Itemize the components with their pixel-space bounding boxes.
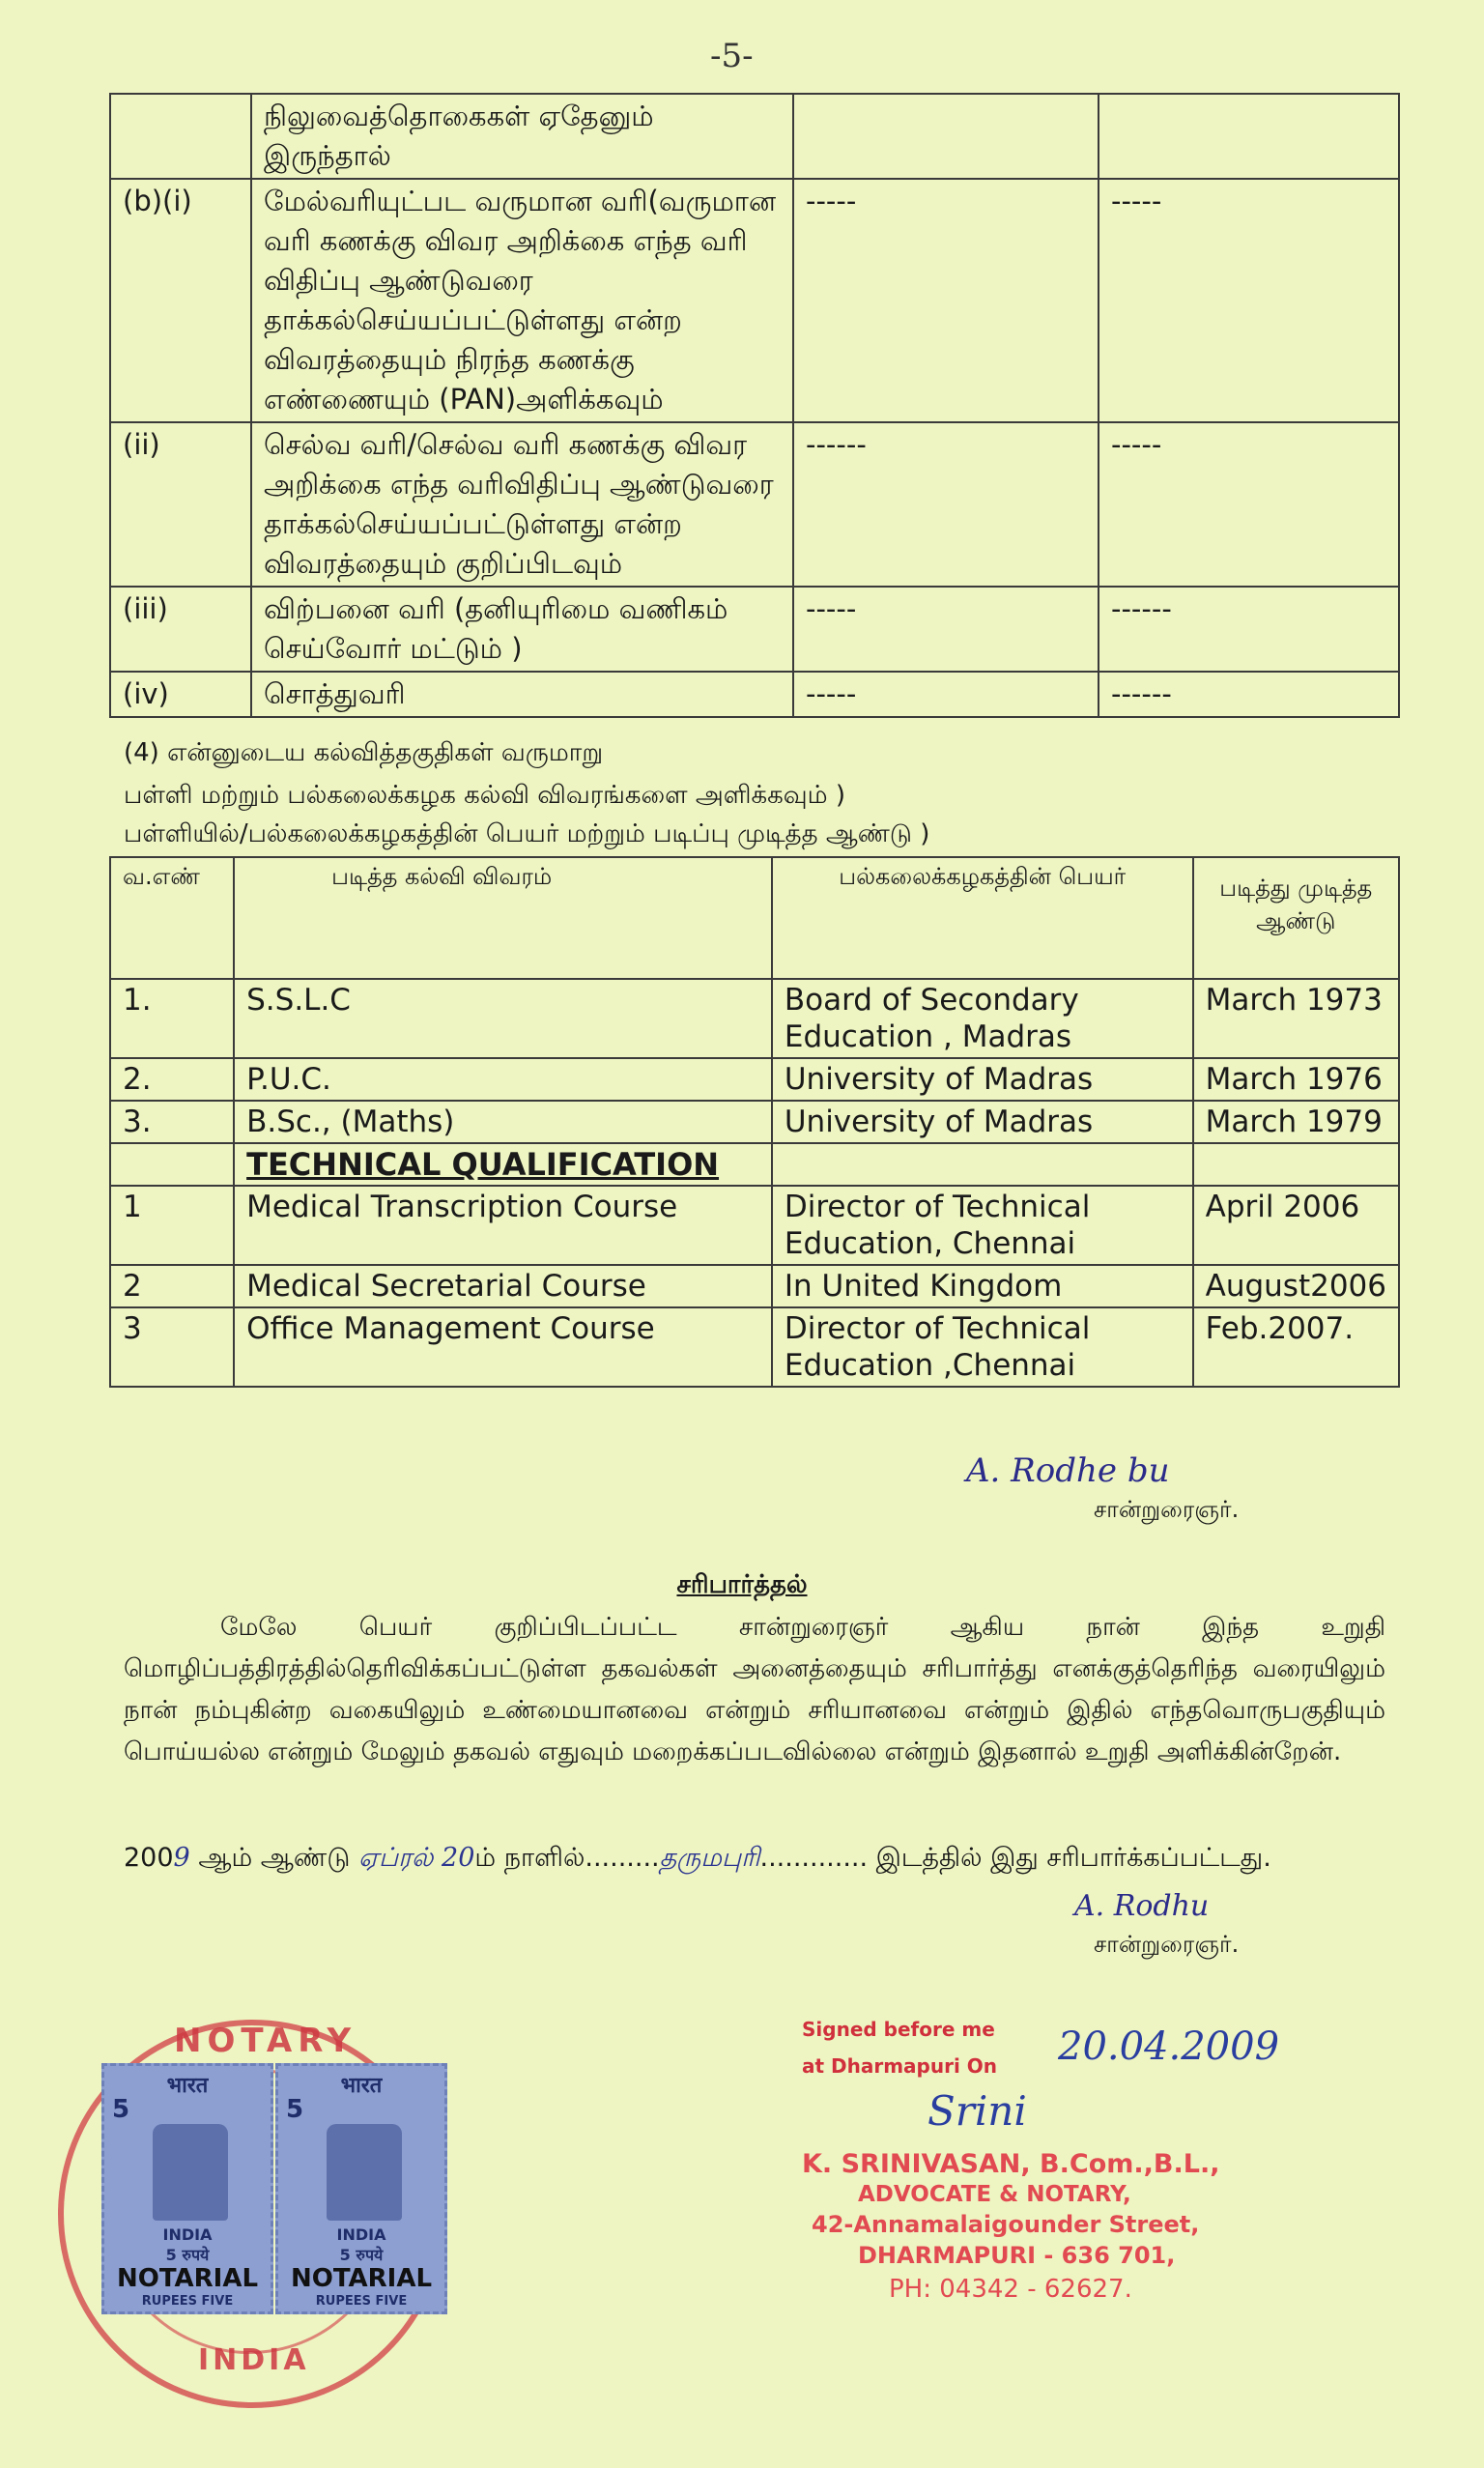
revenue-stamp-1 [101,2063,273,2314]
tech-heading: TECHNICAL QUALIFICATION [234,1143,772,1186]
stamp-2-value: 5 [286,2095,304,2124]
tech-course: Medical Secretarial Course [234,1265,772,1307]
stamp-2-top: भारत [340,2074,383,2098]
tech-year: April 2006 [1193,1186,1399,1265]
education-serial: 3. [110,1101,234,1143]
tech-institution: In United Kingdom [772,1265,1193,1307]
section4-line3: பள்ளியில்/பல்கலைக்கழகத்தின் பெயர் மற்றும் படிப்பு முடித்த ஆண்டு ) [124,819,930,848]
tax-row-description: மேல்வரியுட்பட வருமான வரி(வருமான வரி கணக்கு விவர அறிக்கை எந்த வரி விதிப்பு ஆண்டுவரை தாக்கல்செய்யப்பட்டுள்ளது என்ற விவரத்தையும் நிரந்த கணக்கு எண்ணையும் (PAN)அளிக்கவும் [251,179,793,422]
seal-notary-text: NOTARY [174,2022,357,2060]
tax-row-description: சொத்துவரி [251,672,793,717]
tech-row [110,1186,1399,1265]
tax-row-value: ------ [793,422,1099,587]
deponent-label-2: சான்றுரைஞர். [1094,1931,1240,1958]
stamp-2-notarial: NOTARIAL [290,2264,433,2293]
advocate-title: ADVOCATE & NOTARY, [858,2182,1131,2207]
verification-title: சரிபார்த்தல் [676,1570,808,1599]
stamp-2-bottom-text: 5 रुपये [339,2246,384,2264]
advocate-street: 42-Annamalaigounder Street, [812,2211,1200,2238]
tech-heading-row [110,1143,1399,1186]
tax-row-remarks [1099,94,1399,179]
emblem-icon [327,2124,402,2221]
tech-institution: Director of Technical Education, Chennai [772,1186,1193,1265]
stamp-1-top: भारत [166,2074,209,2098]
tech-serial: 3 [110,1307,234,1387]
year-prefix: 200 [124,1843,174,1873]
education-row [110,979,1399,1058]
date-text-3: ............. இடத்தில் இது சரிபார்க்கப்பட்டது. [759,1843,1271,1873]
section4-line2: பள்ளி மற்றும் பல்கலைக்கழக கல்வி விவரங்களை அளிக்கவும் ) [124,781,845,810]
education-institution: University of Madras [772,1101,1193,1143]
advocate-name: K. SRINIVASAN, B.Com.,B.L., [802,2149,1220,2179]
place-handwritten: தருமபுரி [659,1843,760,1873]
stamp-2-country: INDIA [336,2225,386,2244]
tax-row-description: செல்வ வரி/செல்வ வரி கணக்கு விவர அறிக்கை எந்த வரிவிதிப்பு ஆண்டுவரை தாக்கல்செய்யப்பட்டுள்ளது என்ற விவரத்தையும் குறிப்பிடவும் [251,422,793,587]
tax-row [110,422,1399,587]
education-row [110,1058,1399,1101]
tech-year: August2006 [1193,1265,1399,1307]
tax-row-remarks: ----- [1099,422,1399,587]
tax-row-number: (iv) [110,672,251,717]
tax-row [110,672,1399,717]
verification-text: மேலே பெயர் குறிப்பிடப்பட்ட சான்றுரைஞர் ஆகிய நான் இந்த உறுதி மொழிப்பத்திரத்தில்தெரிவிக்கப்பட்டுள்ள தகவல்கள் அனைத்தையும் சரிபார்த்து எனக்குத்தெரிந்த வரையிலும் நான் நம்புகின்ற வகையிலும் உண்மையானவை என்றும் சரியானவை என்றும் இதில் எந்தவொருபகுதியும் பொய்யல்ல என்றும் மேலும் தகவல் எதுவும் மறைக்கப்படவில்லை என்றும் இதனால் உறுதி அளிக்கின்றேன். [124,1613,1385,1766]
tax-row [110,179,1399,422]
tax-row-remarks: ----- [1099,179,1399,422]
year-handwritten: 9 [173,1843,190,1873]
verification-date-line [124,1843,1271,1877]
tax-row-number: (iii) [110,587,251,672]
tax-row-number: (ii) [110,422,251,587]
advocate-city: DHARMAPURI - 636 701, [858,2242,1176,2269]
deponent-signature-1: A. Rodhe bu [966,1451,1170,1490]
tax-row-number: (b)(i) [110,179,251,422]
tax-row-remarks: ------ [1099,587,1399,672]
tech-course: Medical Transcription Course [234,1186,772,1265]
advocate-phone: PH: 04342 - 62627. [889,2275,1132,2304]
header-serial: வ.எண் [110,857,234,979]
header-year: படித்து முடித்த ஆண்டு [1193,857,1399,979]
education-course: S.S.L.C [234,979,772,1058]
education-course: P.U.C. [234,1058,772,1101]
tax-row-value [793,94,1099,179]
date-text-1: ஆம் ஆண்டு [198,1843,351,1873]
education-year: March 1979 [1193,1101,1399,1143]
revenue-stamp-2 [275,2063,447,2314]
stamp-1-value: 5 [112,2095,130,2124]
education-course: B.Sc., (Maths) [234,1101,772,1143]
education-serial: 2. [110,1058,234,1101]
stamp-1-country: INDIA [162,2225,213,2244]
tax-row-description: நிலுவைத்தொகைகள் ஏதேனும் இருந்தால் [251,94,793,179]
page-number: -5- [710,37,754,75]
education-year: March 1973 [1193,979,1399,1058]
stamp-1-footer: RUPEES FIVE [141,2294,234,2309]
advocate-signature: Srini [928,2087,1027,2135]
day-handwritten: ஏப்ரல் 20 [357,1843,475,1873]
tax-row [110,94,1399,179]
education-year: March 1976 [1193,1058,1399,1101]
education-header-row [110,857,1399,979]
stamp-1-notarial: NOTARIAL [116,2264,259,2293]
tech-course: Office Management Course [234,1307,772,1387]
tax-row [110,587,1399,672]
date-text-2: ம் நாளில்......... [474,1843,660,1873]
section4-line1: (4) என்னுடைய கல்வித்தகுதிகள் வருமாறு [124,738,604,767]
tech-serial: 2 [110,1265,234,1307]
seal-india-text: INDIA [198,2343,310,2377]
stamp-1-bottom-text: 5 रुपये [165,2246,210,2264]
signed-before-text: Signed before me [802,2018,995,2041]
deponent-label-1: சான்றுரைஞர். [1094,1496,1240,1523]
emblem-icon [153,2124,228,2221]
education-serial: 1. [110,979,234,1058]
tech-row [110,1265,1399,1307]
tax-row-remarks: ------ [1099,672,1399,717]
tax-row-value: ----- [793,587,1099,672]
education-row [110,1101,1399,1143]
education-institution: Board of Secondary Education , Madras [772,979,1193,1058]
education-institution: University of Madras [772,1058,1193,1101]
advocate-date: 20.04.2009 [1058,2024,1280,2069]
header-institution: பல்கலைக்கழகத்தின் பெயர் [772,857,1193,979]
tech-year: Feb.2007. [1193,1307,1399,1387]
tax-row-description: விற்பனை வரி (தனியுரிமை வணிகம் செய்வோர் மட்டும் ) [251,587,793,672]
stamp-2-footer: RUPEES FIVE [315,2294,408,2309]
tax-row-value: ----- [793,179,1099,422]
tax-row-value: ----- [793,672,1099,717]
header-course: படித்த கல்வி விவரம் [234,857,772,979]
at-place-text: at Dharmapuri On [802,2054,998,2078]
deponent-signature-2: A. Rodhu [1074,1889,1210,1923]
tech-institution: Director of Technical Education ,Chennai [772,1307,1193,1387]
tax-row-number [110,94,251,179]
tech-serial: 1 [110,1186,234,1265]
education-table [109,856,1400,1388]
tech-row [110,1307,1399,1387]
tax-details-table [109,93,1400,718]
